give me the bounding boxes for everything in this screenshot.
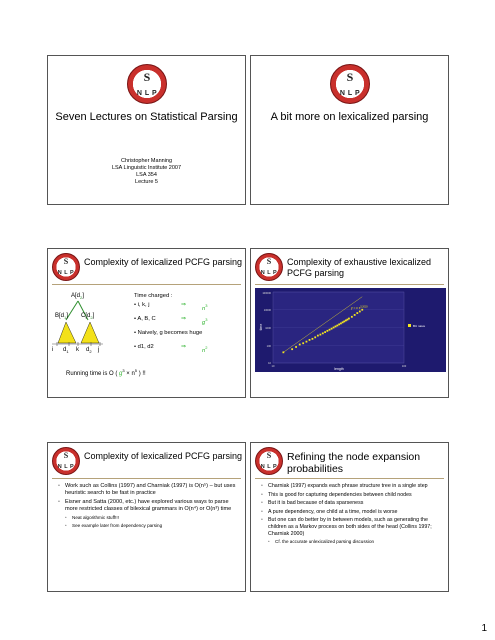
slide-title: Seven Lectures on Statistical Parsing	[55, 111, 238, 123]
data-point	[361, 309, 363, 311]
credit-line: Lecture 5	[135, 179, 158, 185]
index-d2: $d_2$	[86, 347, 92, 355]
running-time: Running time is O ( $g^3 \times n^5$ ) !!	[66, 368, 146, 377]
y-tick-label: 10	[268, 362, 271, 365]
data-point	[348, 318, 350, 320]
data-point	[335, 326, 337, 328]
index-k: k	[76, 347, 79, 353]
data-point	[314, 336, 316, 338]
nlp-logo: S N L P	[330, 64, 370, 104]
y-axis-title: time	[259, 323, 263, 331]
slide-complexity-lexicalized	[47, 248, 246, 398]
data-point	[336, 325, 338, 327]
time-row: • i, k, j ⇒ $n^3$	[134, 302, 208, 312]
data-point	[299, 344, 301, 346]
slide-title: Complexity of lexicalized PCFG parsing	[84, 451, 243, 461]
node-c-label: $C[d_2]$	[81, 313, 95, 321]
index-d1: $d_1$	[63, 347, 69, 355]
x-tick-label: 10	[271, 365, 275, 368]
sub-bullet-item: • Cf. the accurate unlexicalized parsing discussion	[261, 539, 442, 545]
data-point	[302, 342, 304, 344]
data-point	[338, 323, 340, 325]
data-point	[309, 339, 311, 341]
credit-line: LSA Linguistic Institute 2007	[111, 165, 182, 171]
time-row: • d1, d2 ⇒ $n^2$	[134, 344, 208, 354]
slide-title: Complexity of lexicalized PCFG parsing	[84, 257, 243, 267]
time-row-note: • Naively, g becomes huge	[134, 330, 203, 336]
data-point	[322, 332, 324, 334]
time-charged-heading: Time charged :	[134, 293, 173, 299]
title-rule	[52, 478, 241, 479]
y-tick-label: 100	[266, 345, 271, 348]
bullet-item: • This is good for capturing dependencies between child nodes	[261, 492, 442, 499]
node-b-label: $B[d_1]$	[55, 313, 68, 321]
slide-title: Complexity of exhaustive lexicalized PCFG parsing	[287, 257, 432, 278]
data-point	[295, 346, 297, 348]
slide-exhaustive-complexity	[250, 248, 449, 398]
bullet-item: • Eisner and Satta (2000, etc.) have explored various ways to parse more restricted classes of bilexical grammars in O(n⁴) or O(n³) time	[58, 499, 239, 513]
data-point	[340, 323, 342, 325]
data-point	[291, 348, 293, 350]
data-point	[324, 331, 326, 333]
data-point	[312, 338, 314, 340]
legend-label: BU naive	[413, 324, 426, 328]
bullet-item: • But it is bad because of data sparseness	[261, 500, 442, 507]
nlp-logo: S N L P	[127, 64, 167, 104]
y-tick-label: 1000	[265, 327, 271, 330]
sub-bullet-item: • See example later from dependency parsing	[58, 523, 239, 529]
bullet-list	[58, 483, 239, 531]
data-point	[333, 327, 335, 329]
index-j: j	[98, 347, 100, 353]
credit-block	[48, 158, 245, 186]
complexity-chart	[251, 249, 449, 398]
data-point	[331, 328, 333, 330]
page-number: 1	[481, 623, 487, 634]
slide-refining-expansion	[250, 442, 449, 592]
data-point	[356, 312, 358, 314]
sub-bullet-item: • Neat algorithmic stuff!!!	[58, 515, 239, 521]
nlp-logo: S N L P	[255, 253, 283, 281]
data-point	[345, 320, 347, 322]
credit-line: LSA 354	[136, 172, 157, 178]
bullet-item: • But one can do better by in between models, such as generating the children as a Markov process on both sides of the head (Collins 1997; Charniak 2000)	[261, 517, 442, 537]
data-point	[317, 335, 319, 337]
x-axis-title: length	[334, 367, 344, 371]
title-rule	[255, 478, 444, 479]
bullet-item: • Work such as Collins (1997) and Charniak (1997) is O(n⁵) – but uses heuristic search to be fast in practice	[58, 483, 239, 497]
data-point	[351, 316, 353, 318]
y-tick-label: 100000	[262, 292, 271, 295]
index-i: i	[52, 347, 54, 353]
slide-title: Refining the node expansion probabilities	[287, 451, 421, 475]
credit-line: Christopher Manning	[120, 158, 173, 164]
bullet-item: • Charniak (1997) expands each phrase structure tree in a single step	[261, 483, 442, 490]
nlp-logo: S N L P	[255, 447, 283, 475]
y-tick-label: 10000	[263, 309, 271, 312]
fit-label: y = c $x^{5.2019}$	[351, 305, 368, 310]
legend-swatch	[408, 324, 411, 327]
nlp-logo: S N L P	[52, 447, 80, 475]
data-point	[326, 330, 328, 332]
data-point	[329, 329, 331, 331]
slide-title: A bit more on lexicalized parsing	[270, 111, 429, 123]
node-a-label: $A[d_2]$	[71, 293, 84, 301]
bullet-item: • A pure dependency, one child at a time, model is worse	[261, 509, 442, 516]
data-point	[342, 321, 344, 323]
slide-complexity-practice	[47, 442, 246, 592]
data-point	[343, 321, 345, 323]
x-tick-label: 100	[401, 365, 407, 368]
time-row: • A, B, C ⇒ $g^3$	[134, 316, 208, 326]
data-point	[354, 314, 356, 316]
data-point	[359, 311, 361, 313]
slide-bit-more	[250, 55, 449, 205]
data-point	[319, 334, 321, 336]
nlp-logo: S N L P	[52, 253, 80, 281]
slide-title-lecture	[47, 55, 246, 205]
bullet-list	[261, 483, 442, 547]
data-point	[306, 341, 308, 343]
